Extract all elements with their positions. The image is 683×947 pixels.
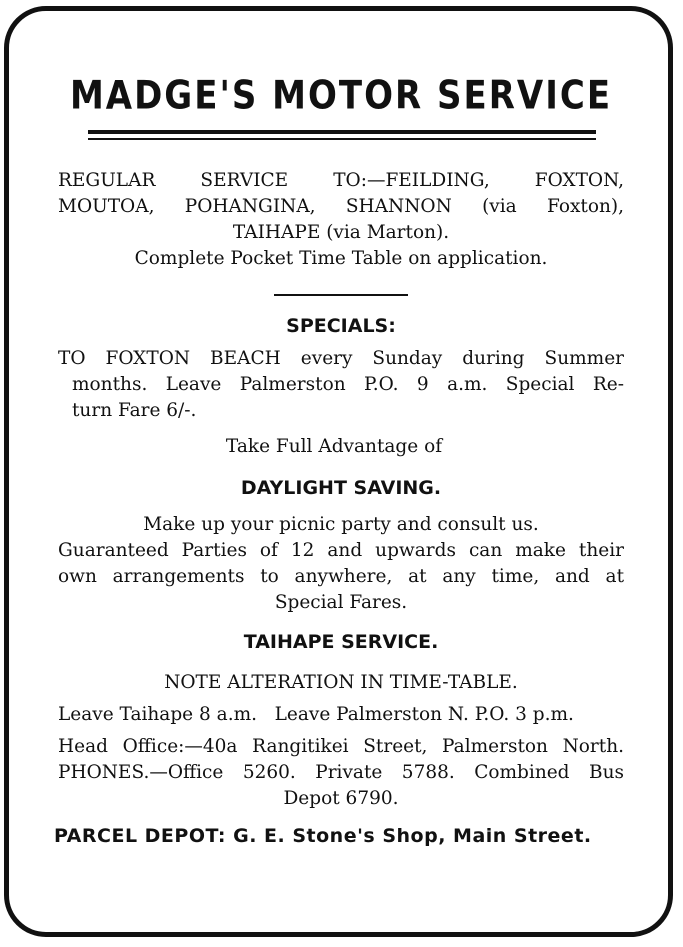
service-line-2: MOUTOA, POHANGINA, SHANNON (via Foxton), <box>58 196 624 217</box>
daylight-line-1: Make up your picnic party and consult us. <box>143 514 539 535</box>
parcel-depot-line: PARCEL DEPOT: G. E. Stone's Shop, Main Street. <box>54 825 592 847</box>
specials-line-2: months. Leave Palmerston P.O. 9 a.m. Special Re- <box>72 374 624 395</box>
service-line-3: TAIHAPE (via Marton). <box>232 222 450 243</box>
title-divider <box>88 130 596 140</box>
office-line-1: Head Office:—40a Rangitikei Street, Palmerston North. <box>58 736 624 757</box>
service-line-1: REGULAR SERVICE TO:—FEILDING, FOXTON, <box>58 170 624 191</box>
taihape-heading: TAIHAPE SERVICE. <box>243 631 439 653</box>
specials-advantage: Take Full Advantage of <box>225 436 443 457</box>
specials-line-1: TO FOXTON BEACH every Sunday during Summer <box>58 348 624 369</box>
page-title: MADGE'S MOTOR SERVICE <box>69 73 613 119</box>
specials-heading: SPECIALS: <box>286 315 396 337</box>
daylight-line-3: own arrangements to anywhere, at any time, and at <box>58 566 624 587</box>
specials-line-3: turn Fare 6/-. <box>72 400 197 421</box>
section-divider <box>274 294 408 296</box>
office-line-3: Depot 6790. <box>283 788 399 809</box>
daylight-section <box>58 474 624 616</box>
service-line-4: Complete Pocket Time Table on application. <box>134 248 548 269</box>
specials-section <box>58 312 624 460</box>
service-section <box>58 168 624 272</box>
daylight-line-2: Guaranteed Parties of 12 and upwards can make their <box>58 540 624 561</box>
office-section <box>58 734 624 812</box>
taihape-note: NOTE ALTERATION IN TIME-TABLE. <box>164 672 518 693</box>
daylight-heading: DAYLIGHT SAVING. <box>240 477 442 499</box>
advertisement <box>54 66 624 850</box>
office-line-2: PHONES.—Office 5260. Private 5788. Combined Bus <box>58 762 624 783</box>
taihape-times: Leave Taihape 8 a.m. Leave Palmerston N. P.O. 3 p.m. <box>58 704 574 725</box>
taihape-section <box>58 628 624 728</box>
daylight-line-4: Special Fares. <box>274 592 408 613</box>
